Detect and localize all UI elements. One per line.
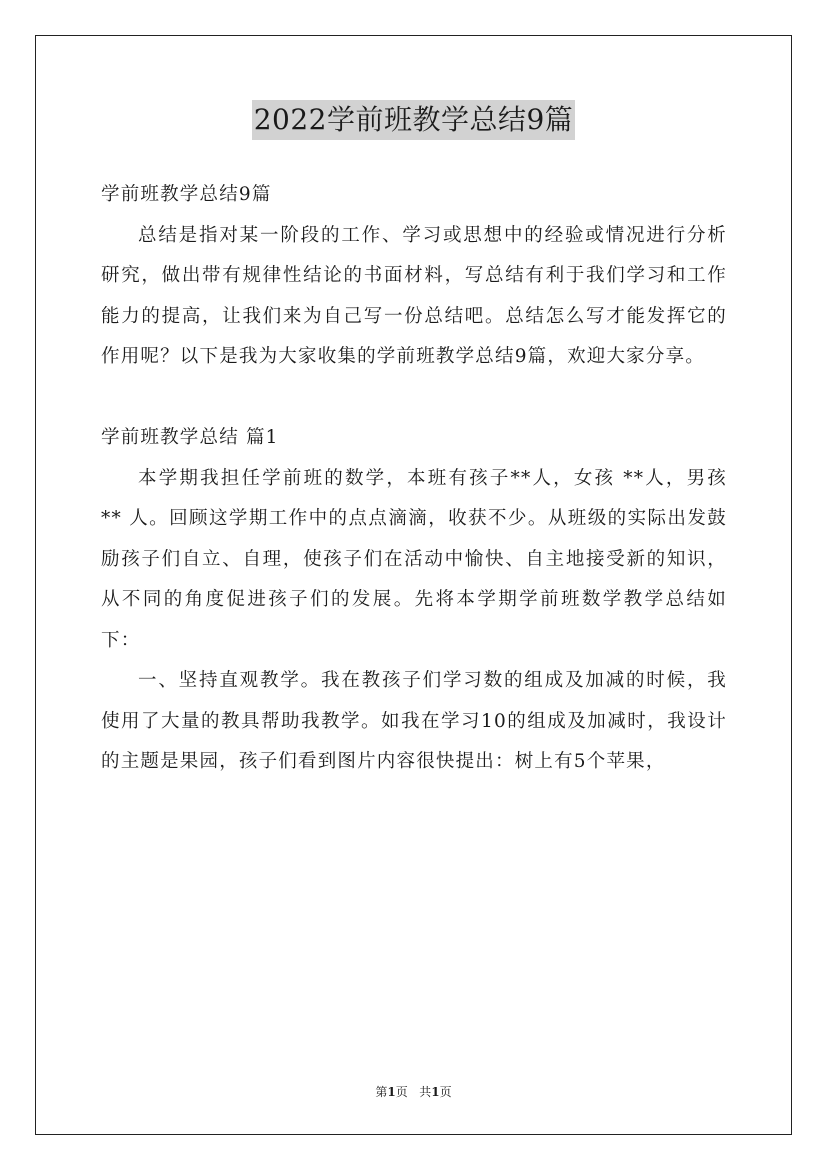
title-wrap <box>0 100 827 140</box>
document-title: 2022学前班教学总结9篇 <box>252 100 576 140</box>
page-footer <box>0 1083 827 1101</box>
total-prefix: 共 <box>419 1085 432 1099</box>
intro-paragraph: 总结是指对某一阶段的工作、学习或思想中的经验或情况进行分析研究，做出带有规律性结论的书面材料，写总结有利于我们学习和工作能力的提高，让我们来为自己写一份总结吧。总结怎么写才能发挥它的作用呢？以下是我为大家收集的学前班教学总结9篇，欢迎大家分享。 <box>101 224 727 367</box>
page-prefix: 第 <box>375 1085 388 1099</box>
blank-line <box>101 378 727 419</box>
page-number: 1 <box>387 1085 396 1099</box>
section-heading: 学前班教学总结 篇1 <box>101 427 279 448</box>
document-subtitle: 学前班教学总结9篇 <box>101 184 272 205</box>
body-paragraph-1: 本学期我担任学前班的数学，本班有孩子**人，女孩 **人，男孩 ** 人。回顾这学期工作中的点点滴滴，收获不少。从班级的实际出发鼓励孩子们自立、自理，使孩子们在活动中愉快、自主地接受新的知识，从不同的角度促进孩子们的发展。先将本学期学前班数学教学总结如下： <box>101 467 727 651</box>
body-paragraph-2: 一、坚持直观教学。我在教孩子们学习数的组成及加减的时候，我使用了大量的教具帮助我教学。如我在学习10的组成及加减时，我设计的主题是果园，孩子们看到图片内容很快提出：树上有5个苹果， <box>101 670 727 772</box>
page-suffix: 页 <box>395 1085 408 1099</box>
total-suffix: 页 <box>439 1085 452 1099</box>
document-body <box>101 175 727 783</box>
total-pages: 1 <box>431 1085 440 1099</box>
